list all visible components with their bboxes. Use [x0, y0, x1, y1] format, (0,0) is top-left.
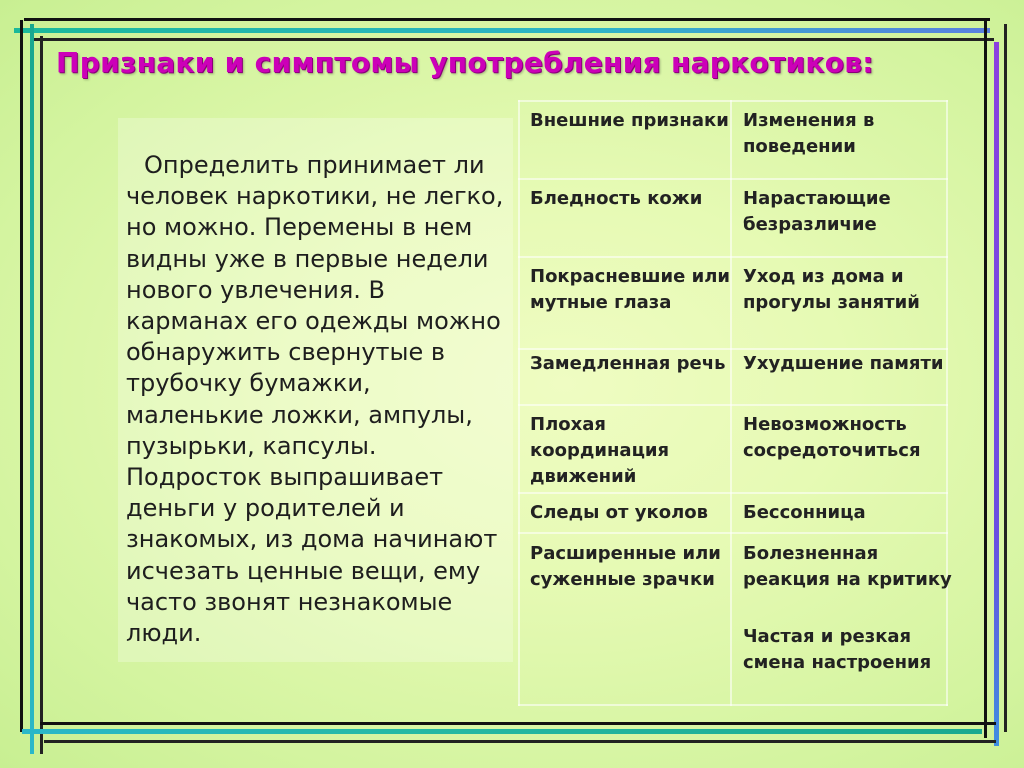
table-cell: Бледность кожи — [530, 188, 703, 209]
table-cell: Следы от уколов — [530, 502, 709, 523]
intro-paragraph: Определить принимает ли человек наркотики, не легко, но можно. Перемены в нем видны уже в первые недели нового увлечения. В карманах его одежды можно обнаружить свернутые в трубочку бумажки, маленькие ложки, ампулы, пузырьки, капсулы. Подросток выпрашивает деньги у родителей и знакомых, из дома начинают исчезать ценные вещи, ему часто звонят незнакомые люди. — [126, 151, 504, 648]
table-cell: Расширенные или суженные зрачки — [530, 543, 721, 590]
page-title: Признаки и симптомы употребления наркотиков: — [56, 46, 874, 79]
table-cell: Болезненная реакция на критику — [743, 543, 952, 590]
table-cell: Частая и резкая смена настроения — [743, 626, 932, 673]
table-cell: Нарастающие безразличие — [743, 188, 891, 235]
table-header-external-signs: Внешние признаки — [530, 110, 729, 131]
table-cell: Бессонница — [743, 502, 866, 523]
table-cell: Уход из дома и прогулы занятий — [743, 266, 920, 313]
table-cell: Ухудшение памяти — [743, 353, 944, 374]
table-cell: Покрасневшие или мутные глаза — [530, 266, 730, 313]
table-cell: Невозможность сосредоточиться — [743, 414, 921, 461]
table-cell: Замедленная речь — [530, 353, 726, 374]
table-header-behavior-changes: Изменения в поведении — [743, 110, 875, 157]
table-cell: Плохая координация движений — [530, 414, 670, 487]
